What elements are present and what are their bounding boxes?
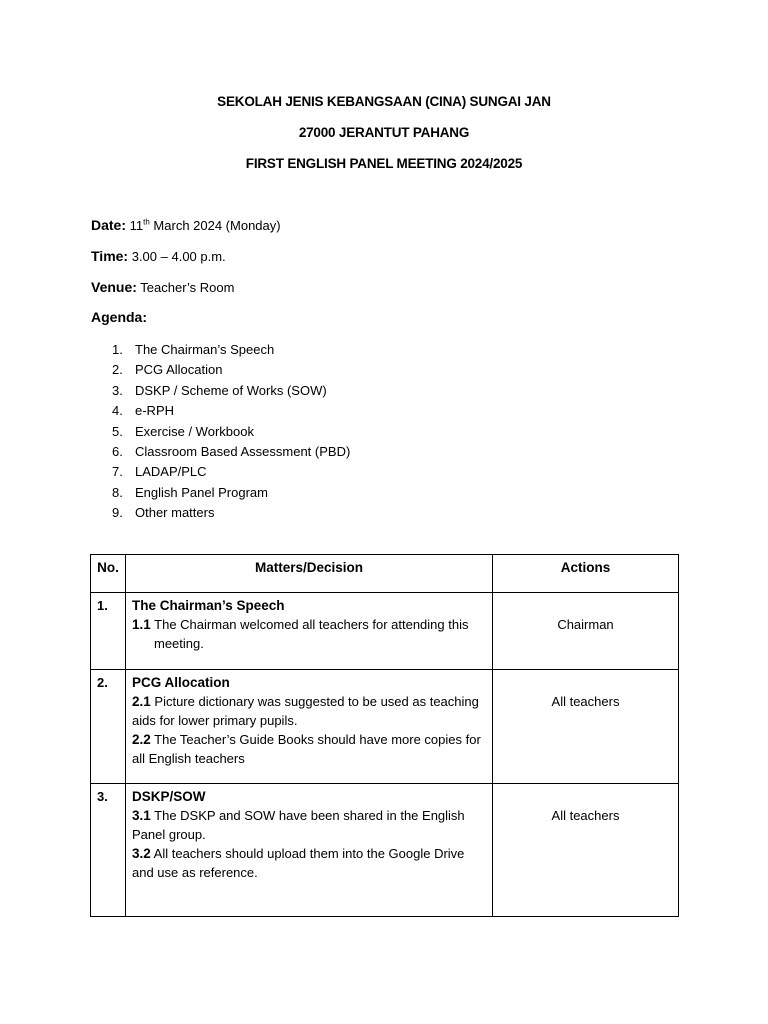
point-text: The DSKP and SOW have been shared in the English Panel group. [132, 808, 465, 842]
date-value: March 2024 (Monday) [149, 218, 281, 233]
agenda-number: 8. [112, 484, 123, 500]
agenda-number: 4. [112, 403, 123, 419]
agenda-item [112, 422, 350, 442]
agenda-item [112, 503, 350, 523]
matters-cell [126, 784, 493, 917]
agenda-number: 9. [112, 505, 123, 521]
minutes-table [90, 554, 679, 917]
action-cell: All teachers [493, 784, 679, 917]
agenda-number: 6. [112, 443, 123, 459]
action-cell: All teachers [493, 670, 679, 784]
table-row [91, 670, 679, 784]
point-text: The Teacher’s Guide Books should have more copies for all English teachers [132, 732, 481, 766]
header-no: No. [91, 555, 126, 593]
section-title: PCG Allocation [132, 675, 230, 690]
point-number: 3.2 [132, 846, 151, 861]
agenda-item [112, 483, 350, 503]
matters-cell [126, 593, 493, 670]
header-matters: Matters/Decision [126, 555, 493, 593]
section-title: The Chairman’s Speech [132, 598, 285, 613]
school-address: 27000 JERANTUT PAHANG [298, 125, 470, 140]
point-text: All teachers should upload them into the Google Drive and use as reference. [132, 846, 465, 880]
point-text: The Chairman welcomed all teachers for attending this meeting. [150, 617, 469, 651]
agenda-text: Other matters [135, 505, 215, 521]
agenda-text: PCG Allocation [135, 362, 223, 378]
time-label: Time: [91, 248, 129, 264]
agenda-number: 7. [112, 464, 123, 480]
header-actions: Actions [493, 555, 679, 593]
time-line [91, 248, 226, 264]
agenda-item [112, 462, 350, 482]
action-cell: Chairman [493, 593, 679, 670]
matters-cell [126, 670, 493, 784]
point-number: 1.1 [132, 617, 151, 632]
venue-value: Teacher’s Room [140, 280, 235, 295]
venue-line [91, 279, 234, 295]
date-suffix: th [143, 217, 150, 227]
agenda-text: The Chairman’s Speech [135, 342, 275, 357]
point-number: 2.2 [132, 732, 151, 747]
agenda-text: Exercise / Workbook [135, 423, 254, 439]
table-row [91, 593, 679, 670]
agenda-text: LADAP/PLC [135, 464, 207, 480]
meeting-title: FIRST ENGLISH PANEL MEETING 2024/2025 [245, 156, 523, 171]
agenda-item [112, 360, 350, 380]
agenda-number: 5. [112, 423, 123, 439]
agenda-number: 1. [112, 342, 123, 357]
agenda-item [112, 442, 350, 462]
agenda-text: English Panel Program [135, 484, 268, 500]
school-name: SEKOLAH JENIS KEBANGSAAN (CINA) SUNGAI JAN [217, 94, 551, 109]
date-line [91, 217, 281, 233]
decision-point [132, 692, 486, 730]
decision-point [132, 730, 486, 768]
agenda-label: Agenda: [91, 309, 147, 325]
decision-point [132, 806, 486, 844]
agenda-list [112, 340, 350, 524]
date-label: Date: [91, 217, 127, 233]
point-text: Picture dictionary was suggested to be used as teaching aids for lower primary pupils. [132, 694, 479, 728]
row-number: 2. [91, 670, 126, 784]
decision-point [132, 615, 486, 653]
agenda-item [112, 381, 350, 401]
section-title: DSKP/SOW [132, 789, 206, 804]
venue-label: Venue: [91, 279, 137, 295]
time-value: 3.00 – 4.00 p.m. [131, 249, 226, 264]
point-number: 2.1 [132, 694, 151, 709]
row-number: 3. [91, 784, 126, 917]
table-row [91, 784, 679, 917]
decision-point [132, 844, 486, 882]
agenda-item [112, 340, 350, 360]
table-header-row [91, 555, 679, 593]
agenda-number: 2. [112, 362, 123, 378]
date-day: 11 [129, 218, 144, 233]
agenda-item [112, 401, 350, 421]
agenda-text: Classroom Based Assessment (PBD) [135, 443, 351, 459]
agenda-number: 3. [112, 382, 123, 398]
agenda-text: e-RPH [135, 403, 175, 419]
point-number: 3.1 [132, 808, 151, 823]
row-number: 1. [91, 593, 126, 670]
agenda-text: DSKP / Scheme of Works (SOW) [135, 382, 327, 398]
